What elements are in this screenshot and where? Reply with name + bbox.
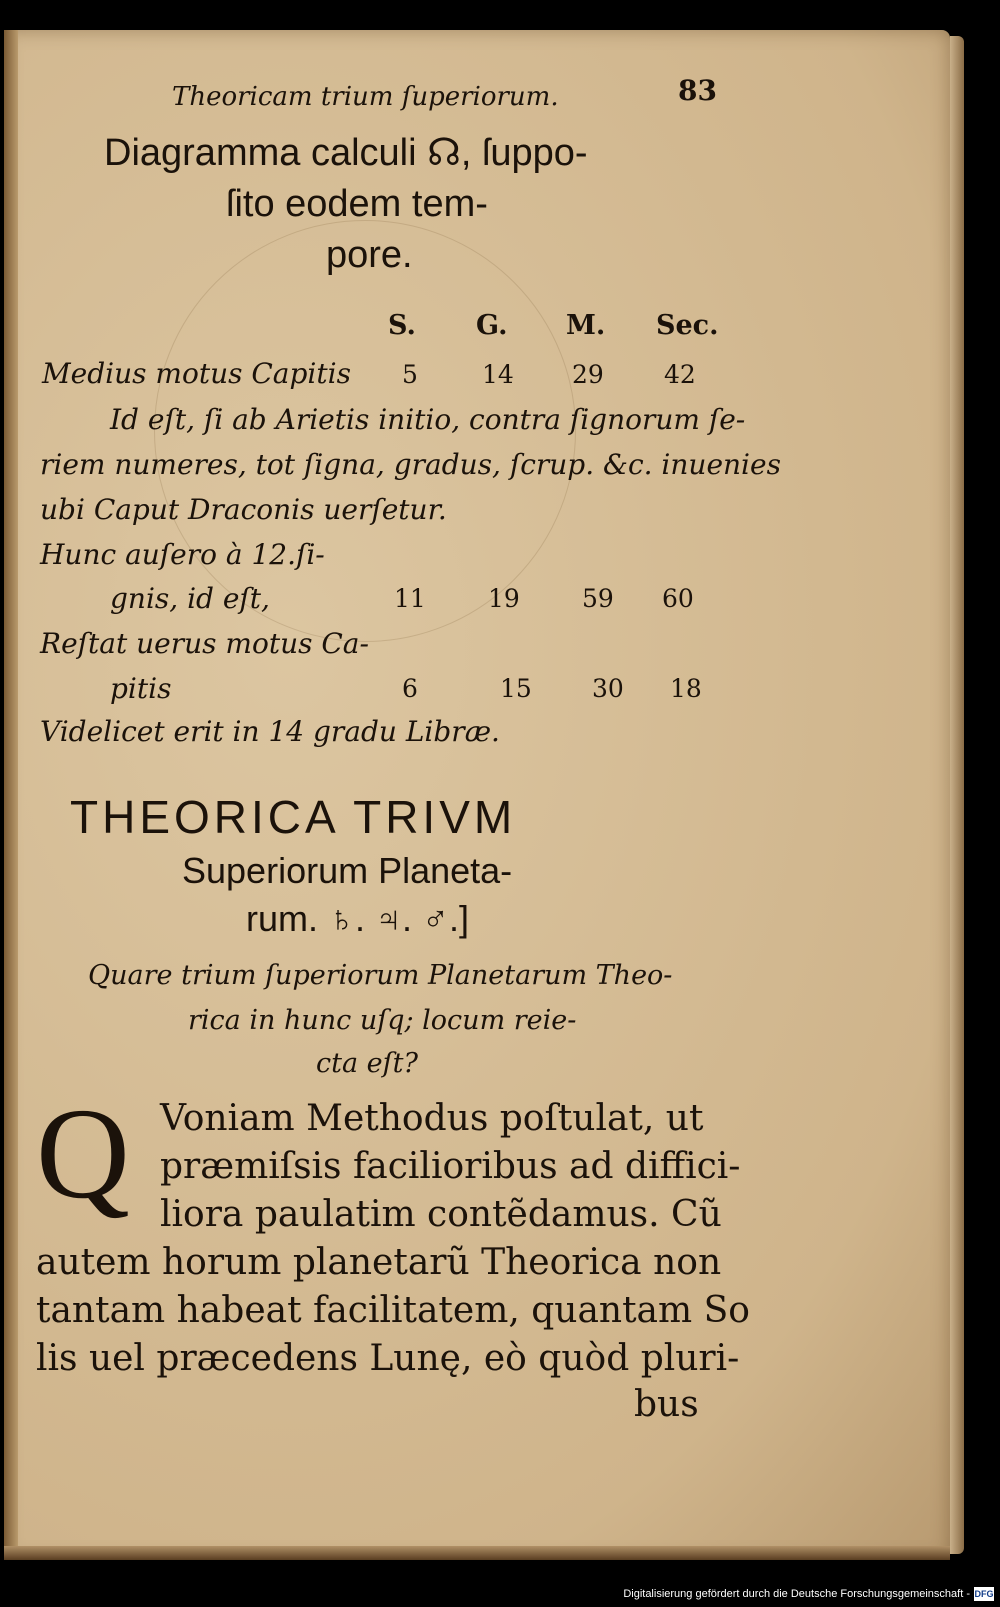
body-line-1: Voniam Methodus poſtulat, ut	[160, 1098, 704, 1139]
row-label-subtract-line-2: gnis, id eſt,	[110, 582, 270, 615]
question-line-2: rica in hunc uſq; locum reie-	[188, 1005, 577, 1036]
conclusion-line: Videlicet erit in 14 gradu Libræ.	[40, 715, 500, 748]
row-label-true-motion-line-1: Reſtat uerus motus Ca-	[40, 627, 369, 660]
diagram-heading-line-2: ſito eodem tem-	[226, 183, 488, 225]
section-title: THEORICA TRIVM	[70, 791, 517, 843]
page-edge	[950, 36, 964, 1554]
diagram-heading-line-1: Diagramma calculi ☊, ſuppo-	[104, 132, 588, 174]
book-spine	[4, 30, 18, 1560]
table-cell: 5	[402, 360, 418, 389]
question-line-1: Quare trium ſuperiorum Planetarum Theo-	[88, 960, 673, 991]
table-cell: 59	[582, 584, 614, 613]
folio-number: 83	[678, 74, 717, 107]
table-cell: 42	[664, 360, 696, 389]
table-cell: 11	[394, 584, 426, 613]
row-label-mean-motion: Medius motus Capitis	[42, 357, 351, 390]
column-header-degrees: G.	[476, 310, 508, 341]
body-line-5: tantam habeat facilitatem, quantam So	[36, 1290, 750, 1331]
row-label-subtract-line-1: Hunc auſero à 12.ſi-	[40, 538, 325, 571]
body-line-4: autem horum planetarũ Theorica non	[36, 1242, 722, 1283]
running-head: Theoricam trium ſuperiorum.	[172, 82, 559, 112]
section-subtitle-line-2: rum. ♄. ♃. ♂.]	[246, 898, 470, 939]
body-line-2: præmiſsis facilioribus ad diffici-	[160, 1146, 741, 1187]
row-label-true-motion-line-2: pitis	[110, 672, 172, 705]
note-line-1: Id eſt, ſi ab Arietis initio, contra ſignorum ſe-	[110, 403, 746, 436]
table-cell: 18	[670, 674, 702, 703]
table-cell: 60	[662, 584, 694, 613]
table-cell: 30	[592, 674, 624, 703]
catchword: bus	[634, 1384, 699, 1425]
column-header-signs: S.	[388, 310, 416, 341]
section-subtitle-line-1: Superiorum Planeta-	[182, 850, 513, 891]
body-line-6: lis uel præcedens Lunę, eò quòd pluri-	[36, 1338, 740, 1379]
body-line-3: liora paulatim contẽdamus. Cũ	[160, 1194, 722, 1235]
note-line-3: ubi Caput Draconis uerſetur.	[40, 493, 447, 526]
dfg-logo: DFG	[974, 1589, 994, 1599]
question-line-3: cta eſt?	[316, 1048, 418, 1079]
table-cell: 6	[402, 674, 418, 703]
page-bottom-edge	[4, 1546, 950, 1560]
drop-cap: Q	[36, 1082, 130, 1226]
table-cell: 14	[482, 360, 514, 389]
column-header-minutes: M.	[566, 310, 606, 341]
diagram-heading-line-3: pore.	[326, 234, 413, 276]
table-cell: 15	[500, 674, 532, 703]
funding-credit: Digitalisierung gefördert durch die Deutsche Forschungsgemeinschaft -	[623, 1588, 970, 1600]
column-header-seconds: Sec.	[656, 310, 719, 341]
table-cell: 29	[572, 360, 604, 389]
table-cell: 19	[488, 584, 520, 613]
note-line-2: riem numeres, tot ſigna, gradus, ſcrup. &c. inuenies	[40, 448, 781, 481]
